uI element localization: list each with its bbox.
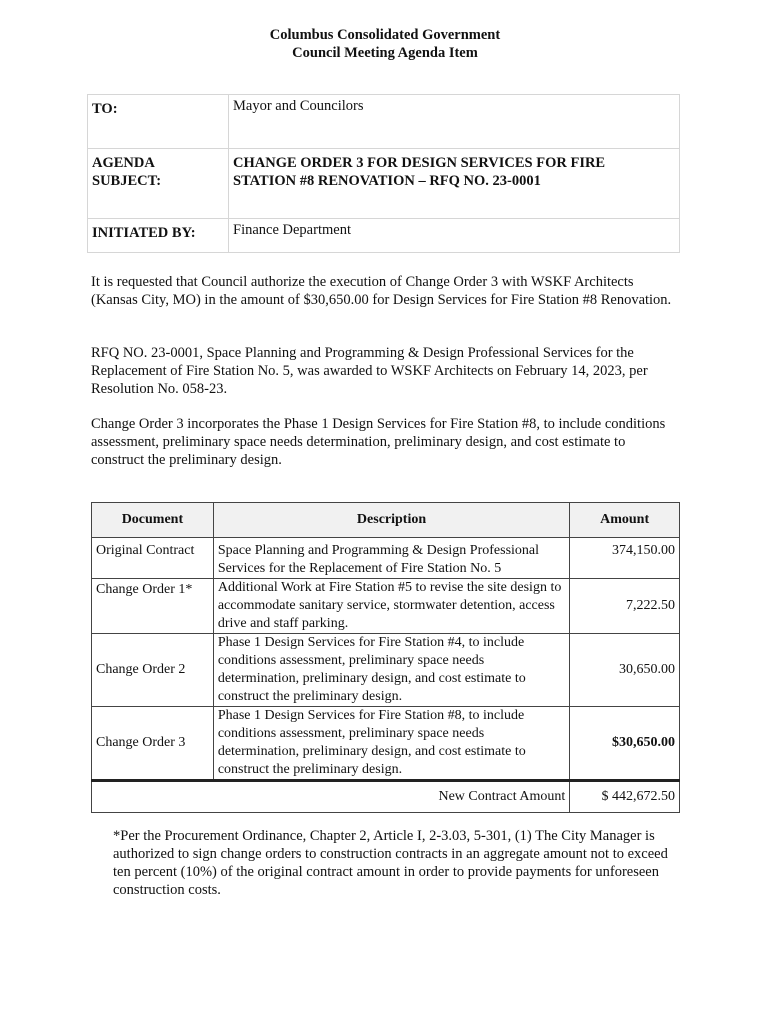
to-value: Mayor and Councilors xyxy=(229,95,680,149)
total-row xyxy=(92,781,680,813)
row-description: Phase 1 Design Services for Fire Station #4, to include conditions assessment, preliminary space needs determination, preliminary design, and cost estimate to construct the preliminary design. xyxy=(213,634,569,707)
subject-label xyxy=(88,149,229,219)
table-row xyxy=(92,707,680,781)
initiated-value: Finance Department xyxy=(229,219,680,253)
row-amount: $30,650.00 xyxy=(570,707,680,781)
row-description: Space Planning and Programming & Design Professional Services for the Replacement of Fire Station No. 5 xyxy=(213,538,569,579)
subject-value-line1: CHANGE ORDER 3 FOR DESIGN SERVICES FOR FIRE xyxy=(233,155,606,171)
row-description: Additional Work at Fire Station #5 to revise the site design to accommodate sanitary service, stormwater detention, access drive and staff parking. xyxy=(213,579,569,634)
initiated-label: INITIATED BY: xyxy=(88,219,229,253)
award-paragraph: RFQ NO. 23-0001, Space Planning and Programming & Design Professional Services for the Replacement of Fire Station No. 5, was awarded to WSKF Architects on February 14, 2023, per Resolution No. 058-23. xyxy=(91,345,648,397)
header-subtitle: Council Meeting Agenda Item xyxy=(292,45,478,61)
table-row xyxy=(92,538,680,579)
agenda-info-table xyxy=(87,94,680,253)
header-title: Columbus Consolidated Government xyxy=(269,27,501,43)
subject-row xyxy=(88,149,680,219)
document-header xyxy=(0,26,770,62)
table-header-row xyxy=(92,503,680,538)
subject-label-line1: AGENDA xyxy=(92,155,155,171)
description-column-header: Description xyxy=(213,503,569,538)
subject-label-line2: SUBJECT: xyxy=(92,173,162,189)
initiated-row xyxy=(88,219,680,253)
procurement-footnote: *Per the Procurement Ordinance, Chapter 2, Article I, 2-3.03, 5-301, (1) The City Manager is authorized to sign change orders to construction contracts in an aggregate amount not to exceed ten percent (10%) of the original contract amount in order to provide payments for unforeseen construction costs. xyxy=(113,828,668,898)
subject-value-line2: STATION #8 RENOVATION – RFQ NO. 23-0001 xyxy=(233,173,541,189)
to-row xyxy=(88,95,680,149)
row-document: Change Order 3 xyxy=(92,707,214,781)
amount-column-header: Amount xyxy=(570,503,680,538)
to-label: TO: xyxy=(88,95,229,149)
row-amount: 30,650.00 xyxy=(570,634,680,707)
table-row xyxy=(92,634,680,707)
scope-paragraph: Change Order 3 incorporates the Phase 1 Design Services for Fire Station #8, to include conditions assessment, preliminary space needs determination, preliminary design, and cost estimate to construct the preliminary design. xyxy=(91,416,666,468)
table-row xyxy=(92,579,680,634)
row-amount: 374,150.00 xyxy=(570,538,680,579)
row-description: Phase 1 Design Services for Fire Station #8, to include conditions assessment, preliminary space needs determination, preliminary design, and cost estimate to construct the preliminary design. xyxy=(213,707,569,781)
document-column-header: Document xyxy=(92,503,214,538)
row-amount: 7,222.50 xyxy=(570,579,680,634)
row-document: Change Order 2 xyxy=(92,634,214,707)
row-document: Change Order 1* xyxy=(92,579,214,634)
total-label: New Contract Amount xyxy=(92,781,570,813)
request-paragraph: It is requested that Council authorize the execution of Change Order 3 with WSKF Architects (Kansas City, MO) in the amount of $30,650.00 for Design Services for Fire Station #8 Renovation. xyxy=(91,274,672,308)
total-amount: $ 442,672.50 xyxy=(570,781,680,813)
change-order-table xyxy=(91,502,680,813)
subject-value xyxy=(229,149,680,219)
row-document: Original Contract xyxy=(92,538,214,579)
